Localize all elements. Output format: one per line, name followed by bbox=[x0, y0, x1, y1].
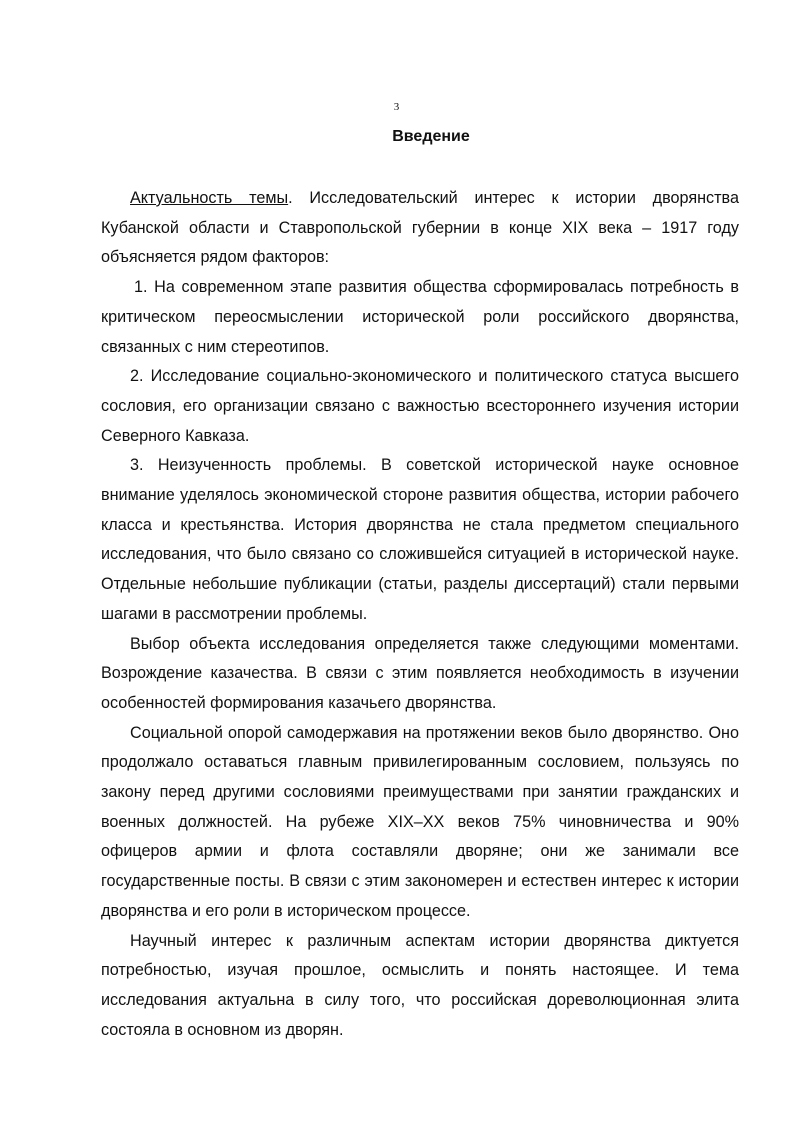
paragraph-item-2: 2. Исследование социально-экономического и политического статуса высшего сословия, его организации связано с важностью всестороннего изучения истории Северного Кавказа. bbox=[101, 367, 739, 445]
paragraph-scientific-interest: Научный интерес к различным аспектам истории дворянства диктуется потребностью, изучая прошлое, осмыслить и понять настоящее. И тема исследования актуальна в силу того, что российская дореволюционная элита состояла в основном из дворян. bbox=[101, 931, 739, 1039]
paragraph-item-1: 1. На современном этапе развития общества сформировалась потребность в критическом переосмыслении исторической роли российского дворянства, связанных с ним стереотипов. bbox=[101, 278, 739, 356]
page-number: 3 bbox=[393, 101, 400, 113]
relevance-text: . Исследовательский интерес к истории дворянства Кубанской области и Ставропольской губернии в конце XIX века – 1917 году объясняется рядом факторов: bbox=[101, 189, 739, 267]
paragraph-social-support: Социальной опорой самодержавия на протяжении веков было дворянство. Оно продолжало оставаться главным привилегированным сословием, пользуясь по закону перед другими сословиями преимуществами при занятии гражданских и военных должностей. На рубеже XIX–XX веков 75% чиновничества и 90% офицеров армии и флота составляли дворяне; они же занимали все государственные посты. В связи с этим закономерен и естествен интерес к истории дворянства и его роли в историческом процессе. bbox=[101, 723, 739, 920]
relevance-label: Актуальность темы bbox=[130, 189, 289, 207]
page-title: Введение bbox=[392, 128, 470, 145]
paragraph-object-choice: Выбор объекта исследования определяется также следующими моментами. Возрождение казачества. В связи с этим появляется необходимость в изучении особенностей формирования казачьего дворянства. bbox=[101, 634, 739, 712]
paragraph-item-3: 3. Неизученность проблемы. В советской исторической науке основное внимание уделялось экономической стороне развития общества, истории рабочего класса и крестьянства. История дворянства не стала предметом специального исследования, что было связано со сложившейся ситуацией в исторической науке. Отдельные небольшие публикации (статьи, разделы диссертаций) стали первыми шагами в рассмотрении проблемы. bbox=[101, 456, 739, 623]
document-body bbox=[101, 184, 739, 1045]
paragraph-relevance bbox=[101, 184, 739, 273]
